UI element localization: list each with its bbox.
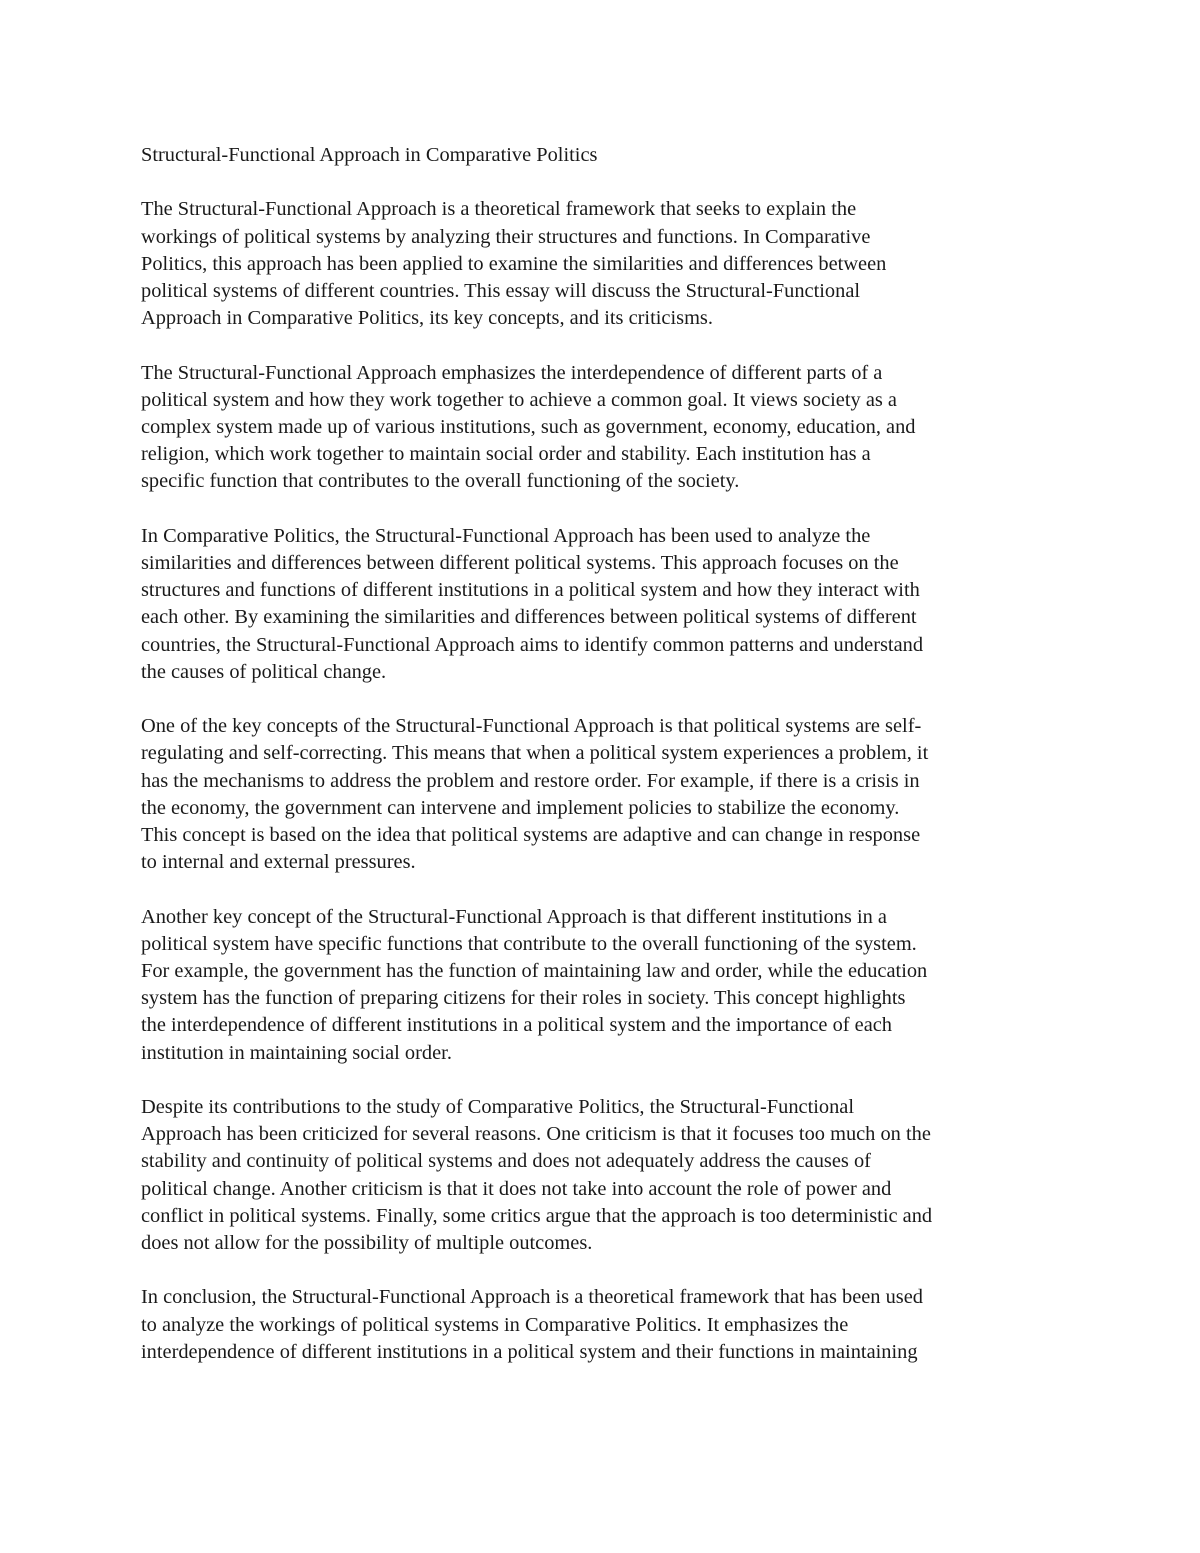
document-title: Structural-Functional Approach in Comparative Politics (141, 144, 598, 166)
paragraph-conclusion: In conclusion, the Structural-Functional Approach is a theoretical framework that has been used to analyze the workings of political systems in Comparative Politics. It emphasizes the interdependence of different institutions in a political system and their functions in maintaining (141, 1286, 923, 1363)
paragraph-introduction: The Structural-Functional Approach is a theoretical framework that seeks to explain the workings of political systems by analyzing their structures and functions. In Comparative Politics, this approach has been applied to examine the similarities and differences between political systems of different countries. This essay will discuss the Structural-Functional Approach in Comparative Politics, its key concepts, and its criticisms. (141, 198, 887, 330)
paragraph-comparative-analysis: In Comparative Politics, the Structural-Functional Approach has been used to analyze the similarities and differences between different political systems. This approach focuses on the structures and functions of different institutions in a political system and how they interact with each other. By examining the similarities and differences between political systems of different countries, the Structural-Functional Approach aims to identify common patterns and understand the causes of political change. (141, 524, 924, 683)
paragraph-self-regulation: One of the key concepts of the Structural-Functional Approach is that political systems are self- regulating and self-correcting. This means that when a political system experiences a problem, it has the mechanisms to address the problem and restore order. For example, if there is a crisis in the economy, the government can intervene and implement policies to stabilize the economy. This concept is based on the idea that political systems are adaptive and can change in response to internal and external pressures. (141, 715, 929, 874)
paragraph-criticisms: Despite its contributions to the study of Comparative Politics, the Structural-Functional Approach has been criticized for several reasons. One criticism is that it focuses too much on the stability and continuity of political systems and does not adequately address the causes of political change. Another criticism is that it does not take into account the role of power and conflict in political systems. Finally, some critics argue that the approach is too deterministic and does not allow for the possibility of multiple outcomes. (141, 1096, 933, 1255)
paragraph-institutional-functions: Another key concept of the Structural-Functional Approach is that different institutions in a political system have specific functions that contribute to the overall functioning of the system. For example, the government has the function of maintaining law and order, while the education system has the function of preparing citizens for their roles in society. This concept highlights the interdependence of different institutions in a political system and the importance of each institution in maintaining social order. (141, 905, 928, 1064)
paragraph-interdependence: The Structural-Functional Approach emphasizes the interdependence of different parts of a political system and how they work together to achieve a common goal. It views society as a complex system made up of various institutions, such as government, economy, education, and religion, which work together to maintain social order and stability. Each institution has a specific function that contributes to the overall functioning of the society. (141, 361, 916, 493)
document-body (141, 142, 1069, 1366)
